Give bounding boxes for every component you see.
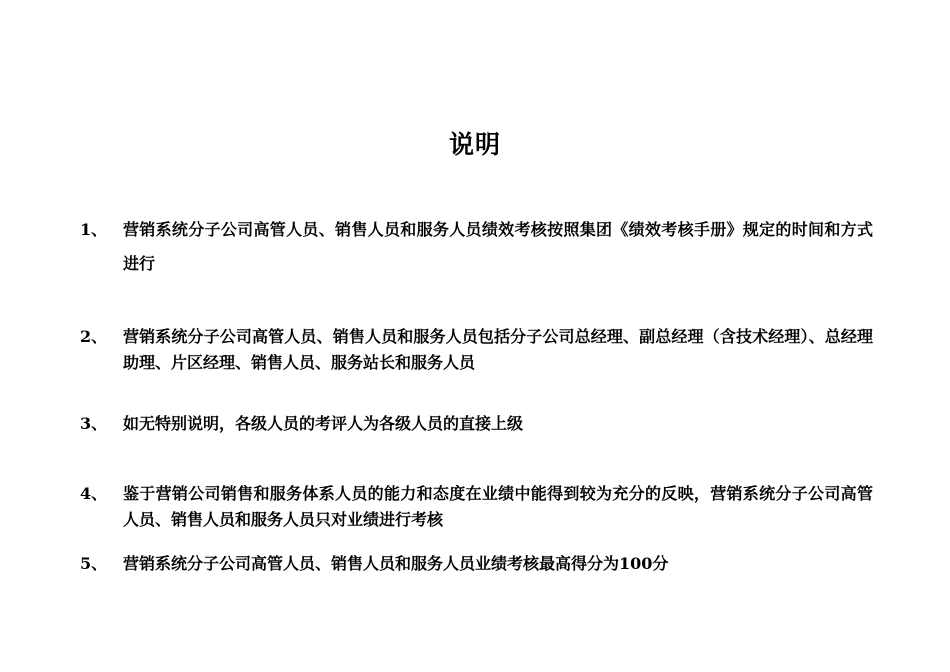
item-text: 营销系统分子公司高管人员、销售人员和服务人员包括分子公司总经理、副总经理（含技术经理）、总经理助理、片区经理、销售人员、服务站长和服务人员 [123, 327, 873, 372]
item-number: 4、 [80, 484, 108, 503]
item-number: 2、 [80, 327, 108, 346]
item-number: 5、 [80, 554, 108, 573]
item-text: 营销系统分子公司高管人员、销售人员和服务人员业绩考核最高得分为100分 [123, 554, 669, 573]
item-number: 1、 [80, 220, 108, 239]
page-title: 说明 [448, 130, 501, 159]
item-text: 营销系统分子公司高管人员、销售人员和服务人员绩效考核按照集团《绩效考核手册》规定的时间和方式进行 [123, 220, 873, 273]
list-item [80, 411, 880, 437]
item-text: 鉴于营销公司销售和服务体系人员的能力和态度在业绩中能得到较为充分的反映，营销系统分子公司高管人员、销售人员和服务人员只对业绩进行考核 [123, 484, 873, 529]
item-text: 如无特别说明，各级人员的考评人为各级人员的直接上级 [123, 414, 524, 433]
list-item [80, 551, 880, 577]
item-number: 3、 [80, 414, 108, 433]
list-item [80, 481, 880, 533]
list-item [80, 324, 880, 376]
list-item [80, 213, 880, 281]
